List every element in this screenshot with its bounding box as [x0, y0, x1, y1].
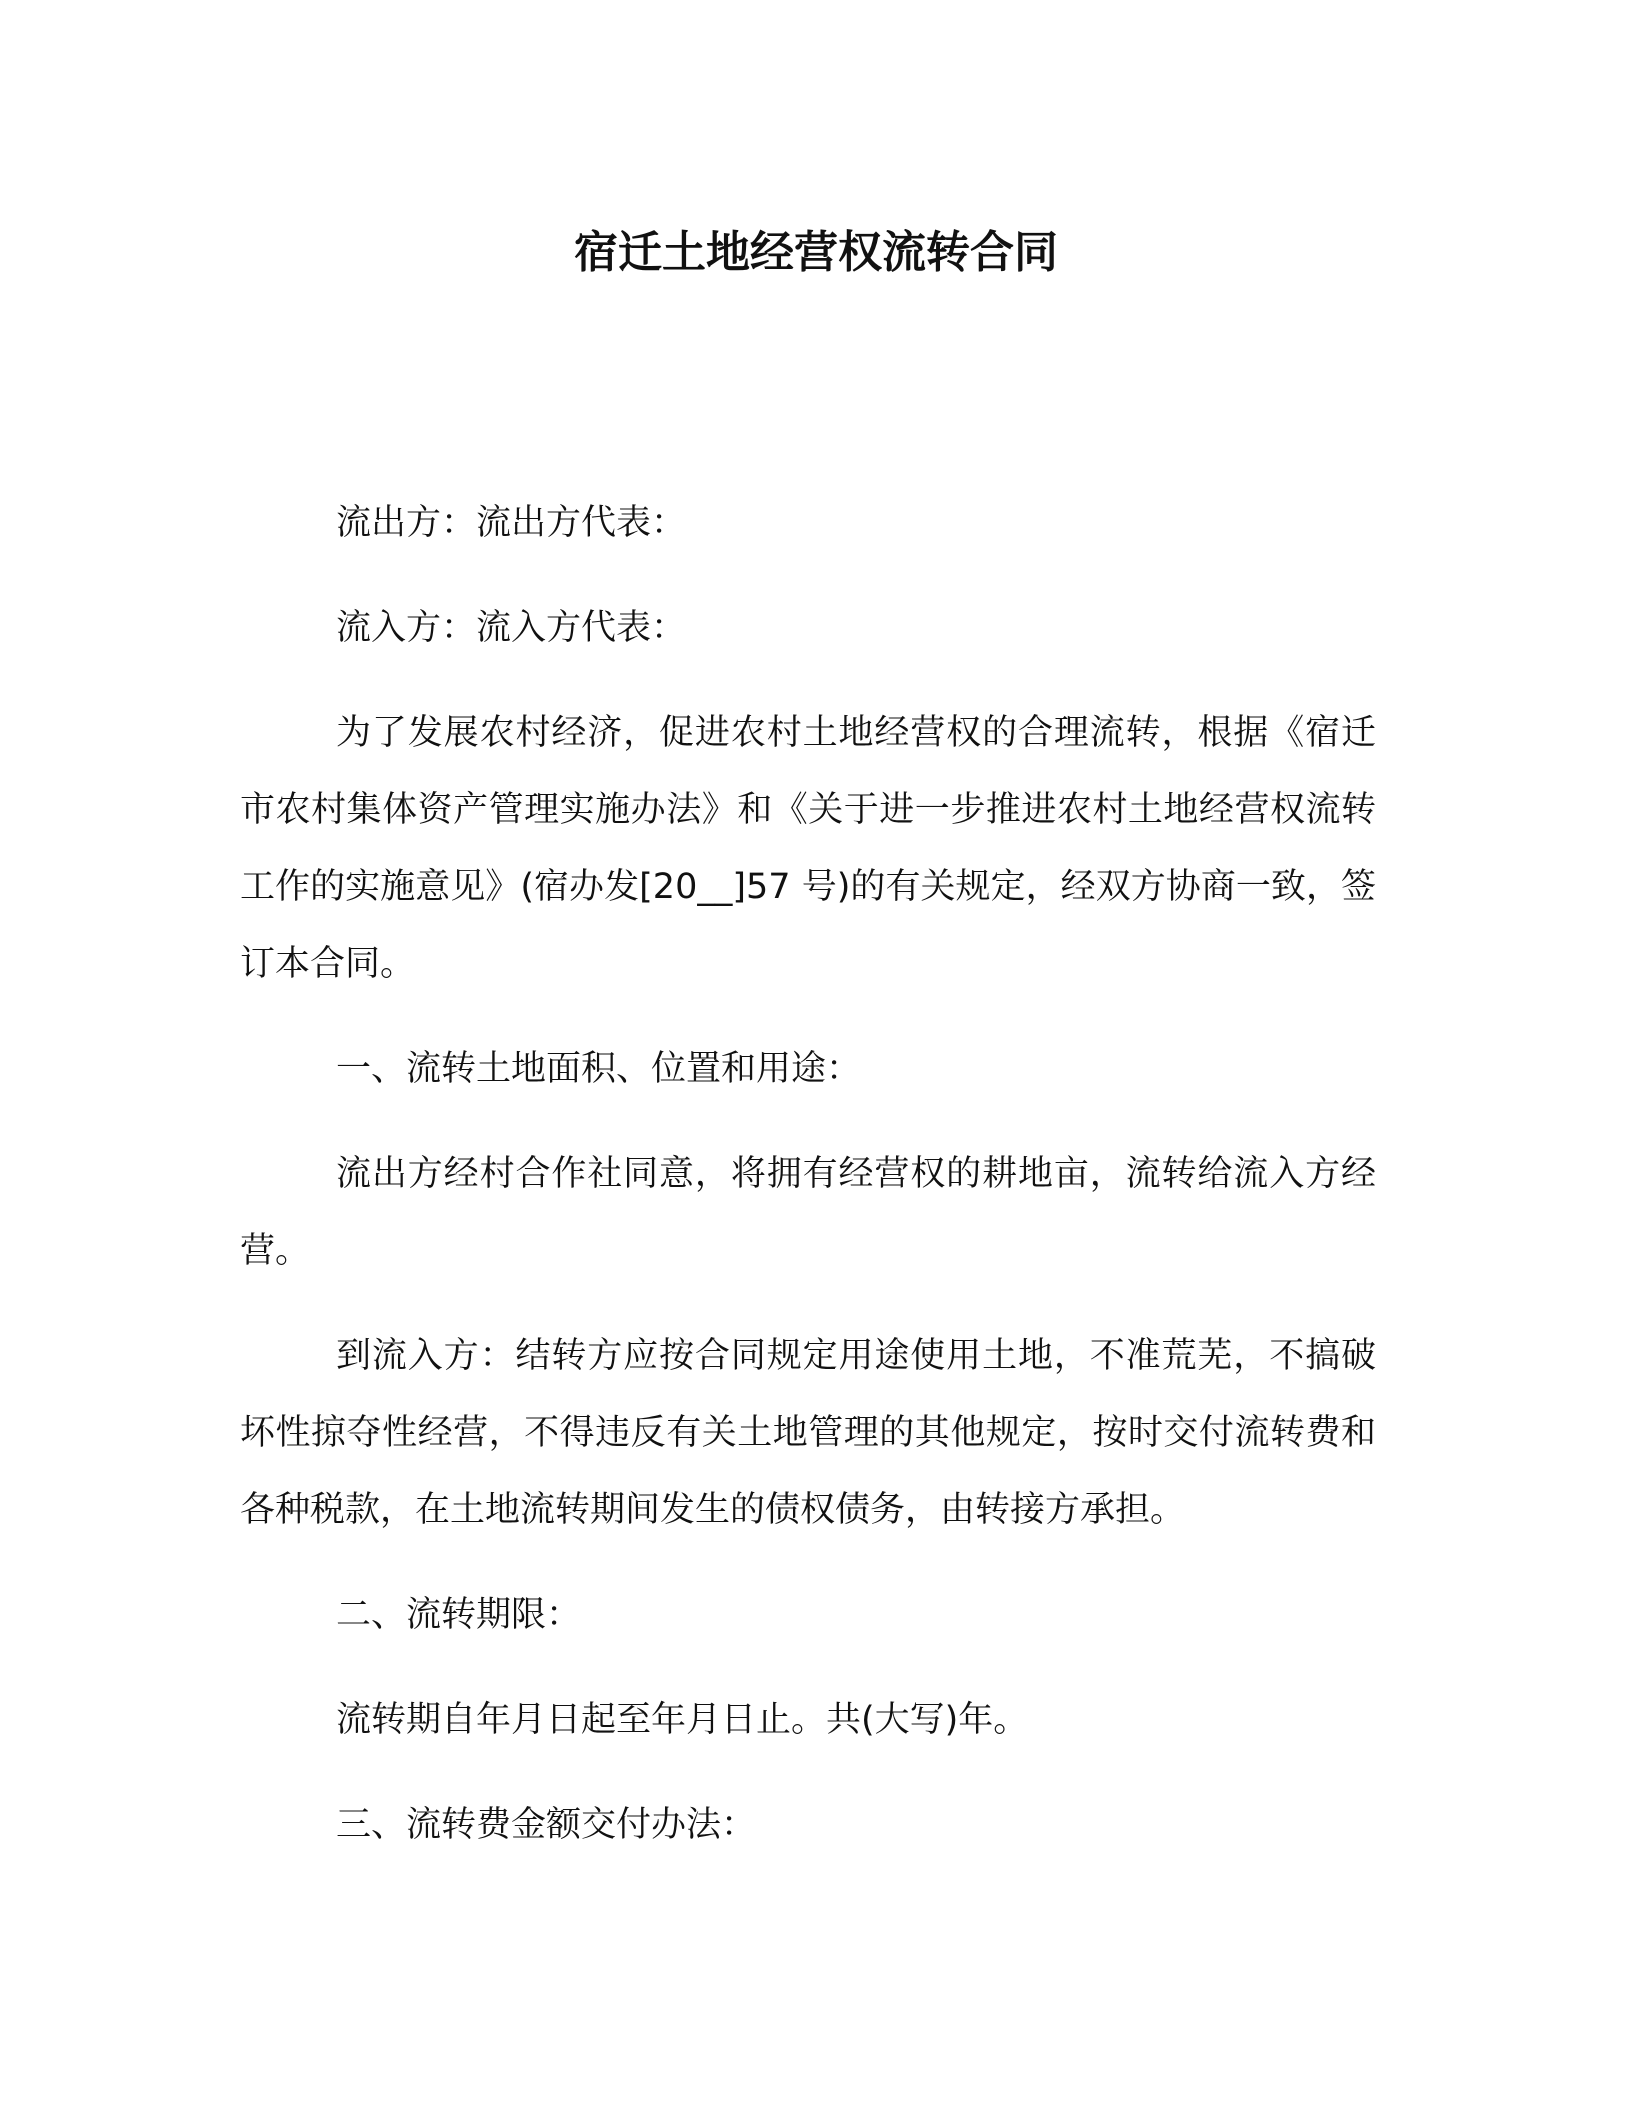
party-out-line: 流出方：流出方代表： — [336, 503, 687, 543]
section-1-heading: 一、流转土地面积、位置和用途： — [336, 1049, 862, 1089]
obligations-paragraph: 到流入方：结转方应按合同规定用途使用土地，不准荒芜，不搞破坏性掠夺性经营，不得违反有关土地管理的其他规定，按时交付流转费和各种税款，在土地流转期间发生的债权债务，由转接方承担。 — [240, 1336, 1376, 1530]
section-2-heading: 二、流转期限： — [336, 1595, 582, 1635]
party-in-line: 流入方：流入方代表： — [336, 608, 687, 648]
document-body — [240, 485, 1376, 1892]
preamble-paragraph: 为了发展农村经济，促进农村土地经营权的合理流转，根据《宿迁市农村集体资产管理实施办法》和《关于进一步推进农村土地经营权流转工作的实施意见》(宿办发[20__]57 号)的有关规定，经双方协商一致，签订本合同。 — [240, 713, 1376, 984]
document-title: 宿迁土地经营权流转合同 — [574, 227, 1058, 278]
section-3-heading: 三、流转费金额交付办法： — [336, 1805, 757, 1845]
term-paragraph: 流转期自年月日起至年月日止。共(大写)年。 — [336, 1700, 1029, 1740]
section-1-paragraph: 流出方经村合作社同意，将拥有经营权的耕地亩，流转给流入方经营。 — [240, 1154, 1376, 1271]
